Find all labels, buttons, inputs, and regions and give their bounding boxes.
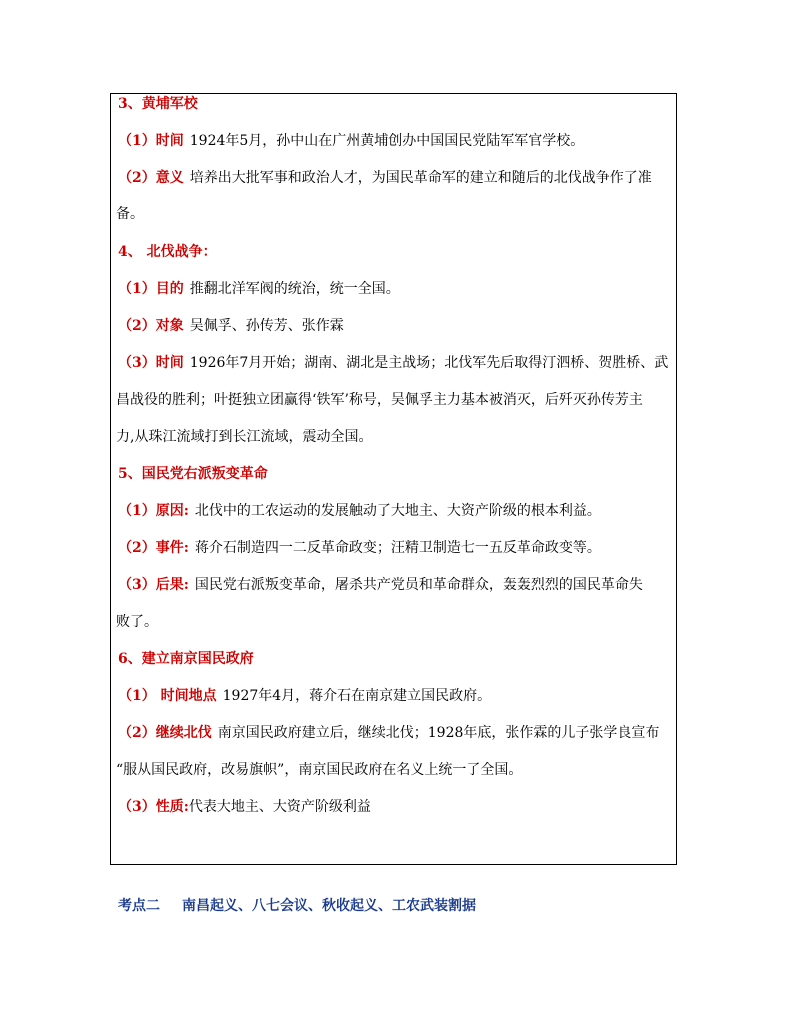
section-4-item-3 [118, 355, 668, 371]
section-6-heading: 6、建立南京国民政府 [118, 651, 254, 667]
item-label: （2）对象 [118, 318, 184, 334]
exam-point-label: 考点二 [118, 898, 160, 914]
item-text: 代表大地主、大资产阶级利益 [188, 799, 371, 815]
section-4-item-2 [118, 318, 344, 334]
item-label: （1）目的 [118, 281, 184, 297]
section-6-item-2 [118, 725, 659, 741]
item-label: （1）原因: [118, 503, 189, 519]
section-4-heading: 4、 北伐战争： [118, 244, 217, 260]
section-4-item-3-cont-1: 昌战役的胜利；叶挺独立团赢得‘铁军’称号，吴佩孚主力基本被消灭，后歼灭孙传芳主 [116, 392, 643, 408]
section-5-item-3-cont: 败了。 [116, 614, 158, 630]
section-4-item-3-cont-2: 力,从珠江流域打到长江流域，震动全国。 [116, 429, 373, 445]
item-label: （1）时间 [118, 133, 184, 149]
item-text: 南京国民政府建立后，继续北伐；1928年底，张作霖的儿子张学良宣布 [217, 725, 660, 741]
section-5-item-1 [118, 503, 601, 519]
item-text: 1926年7月开始；湖南、湖北是主战场；北伐军先后取得汀泗桥、贺胜桥、武 [189, 355, 669, 371]
section-3-item-2 [118, 170, 652, 186]
exam-point-heading [118, 895, 476, 915]
section-5-item-2 [118, 540, 601, 556]
section-6-item-1 [118, 688, 491, 704]
section-5-item-3 [118, 577, 643, 593]
section-3-item-1 [118, 133, 584, 149]
item-label: （2）继续北伐 [118, 725, 212, 741]
item-text: 1927年4月，蒋介石在南京建立国民政府。 [222, 688, 492, 704]
item-text: 国民党右派叛变革命，屠杀共产党员和革命群众，轰轰烈烈的国民革命失 [194, 577, 643, 593]
section-3-heading: 3、黄埔军校 [118, 96, 198, 112]
item-text: 吴佩孚、孙传芳、张作霖 [189, 318, 344, 334]
item-text: 1924年5月，孙中山在广州黄埔创办中国国民党陆军军官学校。 [189, 133, 585, 149]
item-label: （3）时间 [118, 355, 184, 371]
section-6-item-2-cont: “服从国民政府，改易旗帜”，南京国民政府在名义上统一了全国。 [116, 762, 523, 778]
item-label: （3）性质: [118, 799, 189, 815]
item-label: （1） 时间地点 [118, 688, 217, 704]
item-text: 推翻北洋军阀的统治，统一全国。 [189, 281, 400, 297]
exam-point-title: 南昌起义、八七会议、秋收起义、工农武装割据 [182, 898, 476, 914]
item-text: 蒋介石制造四一二反革命政变；汪精卫制造七一五反革命政变等。 [194, 540, 601, 556]
item-label: （2）事件: [118, 540, 189, 556]
section-6-item-3 [118, 799, 371, 815]
item-label: （3）后果: [118, 577, 189, 593]
item-text: 培养出大批军事和政治人才，为国民革命军的建立和随后的北伐战争作了准 [189, 170, 652, 186]
item-label: （2）意义 [118, 170, 184, 186]
section-4-item-1 [118, 281, 400, 297]
item-text: 北伐中的工农运动的发展触动了大地主、大资产阶级的根本利益。 [194, 503, 601, 519]
section-3-item-2-cont: 备。 [116, 206, 144, 222]
section-5-heading: 5、国民党右派叛变革命 [118, 466, 268, 482]
